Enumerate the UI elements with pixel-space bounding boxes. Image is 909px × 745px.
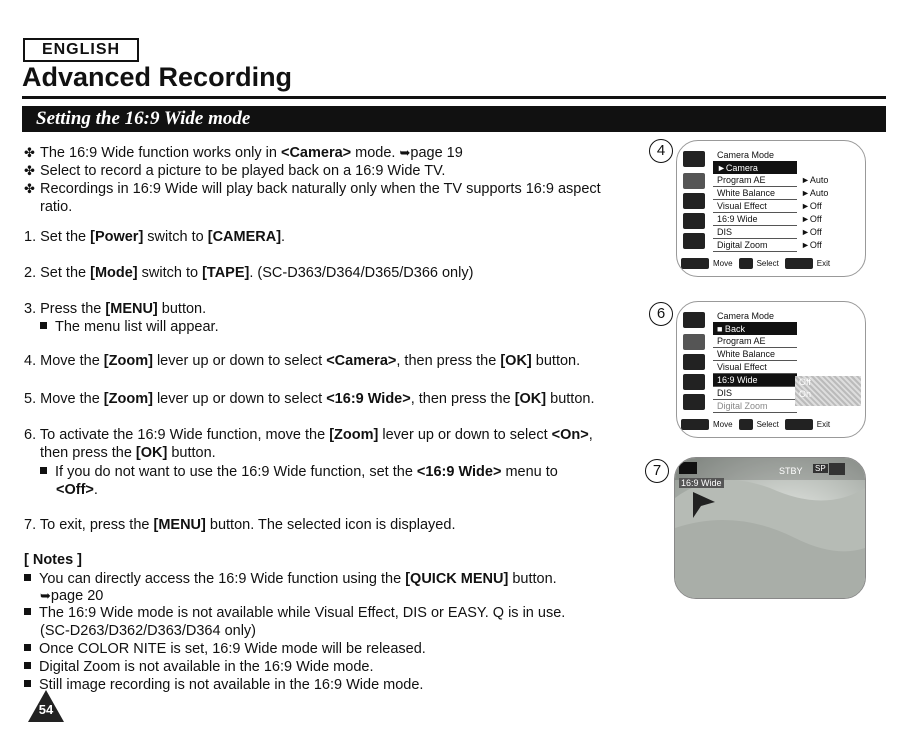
text: [MENU] bbox=[153, 517, 206, 533]
step-4 bbox=[24, 352, 580, 370]
menu-value: ►Auto bbox=[801, 188, 829, 198]
menu-value: ►Off bbox=[801, 214, 822, 224]
bullet-icon bbox=[24, 680, 31, 687]
step-6-sub bbox=[40, 463, 558, 481]
menu-value: ►Auto bbox=[801, 175, 829, 185]
camera-icon bbox=[683, 312, 705, 328]
menu-item: White Balance bbox=[713, 348, 797, 361]
menu-value: ►Off bbox=[801, 201, 822, 211]
menu-button-icon bbox=[785, 258, 813, 269]
text: <On> bbox=[551, 427, 589, 443]
menu-item bbox=[713, 226, 822, 239]
text: [OK] bbox=[500, 353, 532, 369]
step-2 bbox=[24, 264, 473, 282]
step-3 bbox=[24, 300, 206, 318]
language-tab: ENGLISH bbox=[23, 38, 139, 62]
text: , then press the bbox=[396, 353, 501, 369]
step-number-6: 6 bbox=[649, 302, 673, 326]
text: lever up or down to select bbox=[152, 391, 327, 407]
text: [OK] bbox=[514, 391, 547, 407]
ok-button-icon bbox=[739, 419, 753, 430]
text: button. The selected icon is displayed. bbox=[205, 517, 456, 533]
menu-item: Visual Effect bbox=[713, 361, 797, 374]
text: page 19 bbox=[410, 145, 463, 161]
text: , bbox=[588, 427, 593, 443]
bullet-icon bbox=[24, 608, 31, 615]
text: <16:9 Wide> bbox=[326, 391, 411, 407]
text: Select to record a picture to be played back on a 16:9 Wide TV. bbox=[40, 163, 446, 179]
text: If you do not want to use the 16:9 Wide function, set the bbox=[55, 464, 417, 480]
notes-heading: [ Notes ] bbox=[24, 552, 82, 568]
menu-item: Digital Zoom bbox=[713, 400, 797, 413]
text: Recordings in 16:9 Wide will play back naturally only when the TV supports 16:9 aspect bbox=[40, 181, 601, 197]
text: [Power] bbox=[90, 229, 144, 245]
text: The 16:9 Wide function works only in bbox=[40, 145, 281, 161]
text: White Balance bbox=[717, 188, 776, 198]
text: Move bbox=[713, 420, 733, 429]
page-title: Advanced Recording bbox=[22, 62, 293, 92]
page-ref-arrow-icon: ➥ bbox=[399, 145, 411, 160]
menu-item: Program AE bbox=[713, 335, 797, 348]
note-2-cont: (SC-D263/D362/D363/D364 only) bbox=[40, 623, 256, 639]
note-2 bbox=[24, 604, 565, 622]
menu-item bbox=[713, 200, 822, 213]
section-title: Setting the 16:9 Wide mode bbox=[36, 108, 251, 129]
menu-icon bbox=[683, 354, 705, 370]
step-7 bbox=[24, 516, 455, 534]
bullet-icon bbox=[40, 467, 47, 474]
text: . bbox=[281, 229, 286, 245]
camera-icon bbox=[683, 151, 705, 167]
note-1-ref bbox=[40, 587, 103, 605]
menu-icon bbox=[683, 394, 705, 410]
page-ref-arrow-icon: ➥ bbox=[40, 588, 51, 603]
text: switch to bbox=[137, 265, 203, 281]
intro-line-2 bbox=[24, 162, 445, 180]
text: DIS bbox=[717, 227, 733, 237]
menu-icon bbox=[683, 374, 705, 390]
menu-icon bbox=[683, 213, 705, 229]
intro-line-1 bbox=[24, 144, 463, 162]
menu-value: ►Off bbox=[801, 240, 822, 250]
bullet-icon bbox=[40, 322, 47, 329]
title-divider bbox=[22, 96, 886, 99]
text: [CAMERA] bbox=[207, 229, 282, 245]
step-number-4: 4 bbox=[649, 139, 673, 163]
text: 16:9 Wide bbox=[717, 214, 758, 224]
note-1 bbox=[24, 570, 557, 588]
text: 7. To exit, press the bbox=[24, 517, 154, 533]
text: Move bbox=[713, 259, 733, 268]
text: 1. Set the bbox=[24, 229, 91, 245]
clover-icon: ✤ bbox=[24, 181, 35, 196]
text: . bbox=[93, 482, 98, 498]
step-1 bbox=[24, 228, 285, 246]
menu-value: ►Off bbox=[801, 227, 822, 237]
menu-icon-column bbox=[681, 151, 707, 246]
option-off: Off bbox=[799, 377, 811, 387]
camera-menu bbox=[713, 149, 829, 252]
text: 6. To activate the 16:9 Wide function, move the bbox=[24, 427, 330, 443]
text: switch to bbox=[143, 229, 208, 245]
text: 4. Move the bbox=[24, 353, 104, 369]
menu-icon bbox=[683, 233, 705, 249]
text: Program AE bbox=[717, 175, 766, 185]
text: [OK] bbox=[135, 445, 168, 461]
text: . (SC-D363/D364/D365/D366 only) bbox=[249, 265, 474, 281]
text: Once COLOR NITE is set, 16:9 Wide mode will be released. bbox=[39, 641, 426, 657]
text: menu to bbox=[501, 464, 558, 480]
clover-icon: ✤ bbox=[24, 145, 35, 160]
page-number: 54 bbox=[38, 702, 54, 717]
text: <Camera> bbox=[280, 145, 352, 161]
step-6-sub-cont bbox=[56, 481, 98, 499]
text: Exit bbox=[816, 420, 831, 429]
zoom-button-icon bbox=[681, 258, 709, 269]
text: page 20 bbox=[50, 588, 104, 604]
text: [QUICK MENU] bbox=[405, 571, 509, 587]
step-5 bbox=[24, 390, 595, 408]
step-6-line-2 bbox=[40, 444, 216, 462]
clover-icon: ✤ bbox=[24, 163, 35, 178]
sp-indicator: SP bbox=[815, 464, 826, 473]
text: Still image recording is not available in the 16:9 Wide mode. bbox=[39, 677, 424, 693]
intro-line-3 bbox=[24, 180, 601, 198]
text: <Camera> bbox=[326, 353, 397, 369]
text: button. bbox=[531, 353, 581, 369]
battery-icon bbox=[829, 463, 845, 475]
pointer-arrow-icon bbox=[693, 492, 717, 518]
menu-button-icon bbox=[785, 419, 813, 430]
settings-icon bbox=[683, 334, 705, 350]
text: Select bbox=[756, 420, 779, 429]
menu-item bbox=[713, 239, 822, 252]
text: mode. bbox=[351, 145, 400, 161]
text: , then press the bbox=[410, 391, 515, 407]
intro-line-3-cont: ratio. bbox=[40, 199, 73, 215]
text: [Zoom] bbox=[329, 427, 379, 443]
text: button. bbox=[157, 301, 207, 317]
text: button. bbox=[546, 391, 595, 407]
menu-selected: ►Camera bbox=[713, 162, 797, 174]
camera-mode-icon bbox=[679, 462, 697, 474]
text: Exit bbox=[816, 259, 831, 268]
text: The menu list will appear. bbox=[55, 319, 219, 335]
text: then press the bbox=[40, 445, 136, 461]
text: 2. Set the bbox=[24, 265, 91, 281]
step-number-7: 7 bbox=[645, 459, 669, 483]
text: button. bbox=[508, 571, 557, 587]
text: Select bbox=[756, 259, 779, 268]
menu-item bbox=[713, 213, 822, 226]
text: [Zoom] bbox=[103, 353, 153, 369]
text: 3. Press the bbox=[24, 301, 106, 317]
bullet-icon bbox=[24, 644, 31, 651]
menu-header: Camera Mode bbox=[713, 149, 797, 162]
settings-icon bbox=[683, 173, 705, 189]
menu-icon bbox=[683, 193, 705, 209]
screen-step-4 bbox=[676, 140, 866, 277]
text: lever up or down to select bbox=[378, 427, 552, 443]
text: 5. Move the bbox=[24, 391, 104, 407]
text: <Off> bbox=[56, 482, 94, 498]
text: button. bbox=[167, 445, 216, 461]
zoom-button-icon bbox=[681, 419, 709, 430]
text: [Zoom] bbox=[103, 391, 153, 407]
note-4 bbox=[24, 658, 373, 676]
text: Digital Zoom bbox=[717, 240, 768, 250]
text: 16:9 Wide bbox=[717, 375, 758, 385]
note-5 bbox=[24, 676, 423, 694]
menu-item bbox=[713, 187, 829, 200]
options-popup bbox=[795, 376, 861, 406]
menu-back: ■ Back bbox=[713, 323, 797, 335]
screen-step-6 bbox=[676, 301, 866, 438]
screen-footer bbox=[681, 419, 859, 433]
text: The 16:9 Wide mode is not available while Visual Effect, DIS or EASY. Q is in use. bbox=[39, 605, 566, 621]
text: <16:9 Wide> bbox=[416, 464, 502, 480]
ok-button-icon bbox=[739, 258, 753, 269]
option-on: On bbox=[799, 389, 812, 399]
menu-header: Camera Mode bbox=[713, 310, 797, 323]
text: [TAPE] bbox=[202, 265, 250, 281]
menu-item: DIS bbox=[713, 387, 797, 400]
text: Visual Effect bbox=[717, 201, 767, 211]
note-3 bbox=[24, 640, 426, 658]
menu-item bbox=[713, 174, 829, 187]
text: Digital Zoom is not available in the 16:9 Wide mode. bbox=[39, 659, 374, 675]
bullet-icon bbox=[24, 662, 31, 669]
screen-footer bbox=[681, 258, 859, 272]
section-bar bbox=[22, 106, 886, 132]
text: You can directly access the 16:9 Wide function using the bbox=[39, 571, 406, 587]
step-3-sub bbox=[40, 318, 219, 336]
bullet-icon bbox=[24, 574, 31, 581]
text: [Mode] bbox=[90, 265, 138, 281]
wide-indicator: 16:9 Wide bbox=[681, 478, 722, 488]
menu-icon-column bbox=[681, 312, 707, 407]
menu-item-selected bbox=[713, 374, 797, 387]
stby-indicator: STBY bbox=[779, 466, 803, 476]
step-6 bbox=[24, 426, 593, 444]
text: [MENU] bbox=[105, 301, 158, 317]
screen-step-7 bbox=[674, 457, 866, 599]
text: lever up or down to select bbox=[152, 353, 327, 369]
